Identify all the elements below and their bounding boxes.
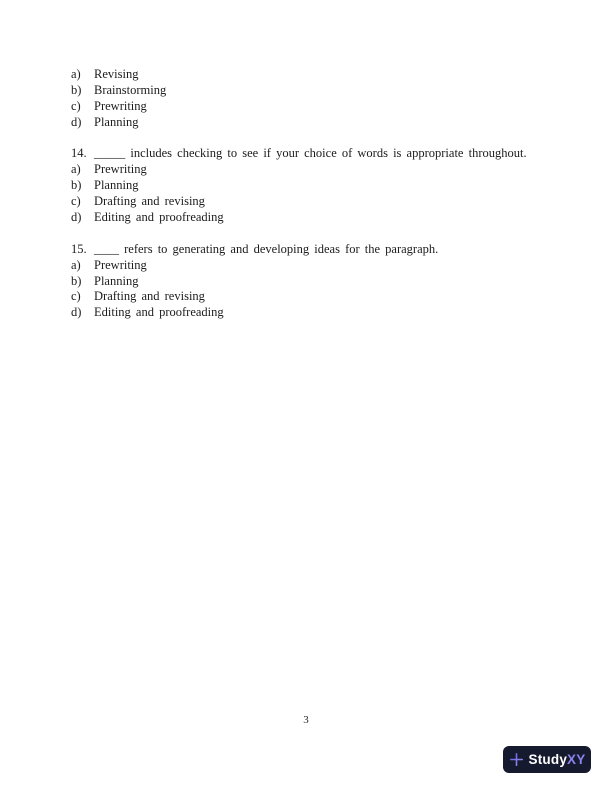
- blank-line: [71, 226, 571, 242]
- question-text: _____ includes checking to see if your choice of words is appropriate throughout.: [94, 146, 527, 161]
- option-text: Editing and proofreading: [94, 210, 224, 225]
- question-row: [71, 146, 571, 162]
- option-text: Drafting and revising: [94, 194, 205, 209]
- option-letter: b): [71, 82, 82, 97]
- answer-option-row: [71, 258, 571, 274]
- answer-option-row: [71, 115, 571, 131]
- option-text: Drafting and revising: [94, 289, 205, 304]
- blank-line: [71, 131, 571, 147]
- answer-option-row: [71, 210, 571, 226]
- option-letter: c): [71, 289, 81, 304]
- option-text: Brainstorming: [94, 82, 167, 97]
- question-number: 14.: [71, 146, 87, 161]
- question-number: 15.: [71, 241, 87, 256]
- option-text: Planning: [94, 178, 139, 193]
- option-letter: a): [71, 67, 81, 81]
- option-text: Revising: [94, 67, 139, 81]
- answer-option-row: [71, 178, 571, 194]
- question-text: ____ refers to generating and developing ideas for the paragraph.: [94, 241, 439, 256]
- document-content: [71, 67, 571, 321]
- answer-option-row: [71, 99, 571, 115]
- option-text: Editing and proofreading: [94, 305, 224, 320]
- option-text: Prewriting: [94, 98, 147, 113]
- option-letter: d): [71, 305, 82, 320]
- brand-name-primary: Study: [528, 752, 568, 767]
- option-letter: a): [71, 257, 81, 272]
- answer-option-row: [71, 83, 571, 99]
- page-number: 3: [303, 714, 309, 726]
- brand-name-accent: XY: [567, 752, 586, 767]
- option-text: Prewriting: [94, 257, 147, 272]
- option-text: Planning: [94, 273, 139, 288]
- answer-option-row: [71, 67, 571, 83]
- option-text: Prewriting: [94, 162, 147, 177]
- answer-option-row: [71, 162, 571, 178]
- option-letter: a): [71, 162, 81, 177]
- question-row: [71, 242, 571, 258]
- studyxy-logo: [503, 746, 591, 773]
- option-letter: b): [71, 178, 82, 193]
- answer-option-row: [71, 274, 571, 290]
- answer-option-row: [71, 194, 571, 210]
- option-letter: d): [71, 114, 82, 129]
- brand-wordmark: [529, 752, 586, 767]
- option-letter: c): [71, 98, 81, 113]
- option-letter: c): [71, 194, 81, 209]
- answer-option-row: [71, 305, 571, 321]
- answer-option-row: [71, 289, 571, 305]
- option-letter: b): [71, 273, 82, 288]
- option-text: Planning: [94, 114, 139, 129]
- plus-icon: [509, 752, 524, 767]
- option-letter: d): [71, 210, 82, 225]
